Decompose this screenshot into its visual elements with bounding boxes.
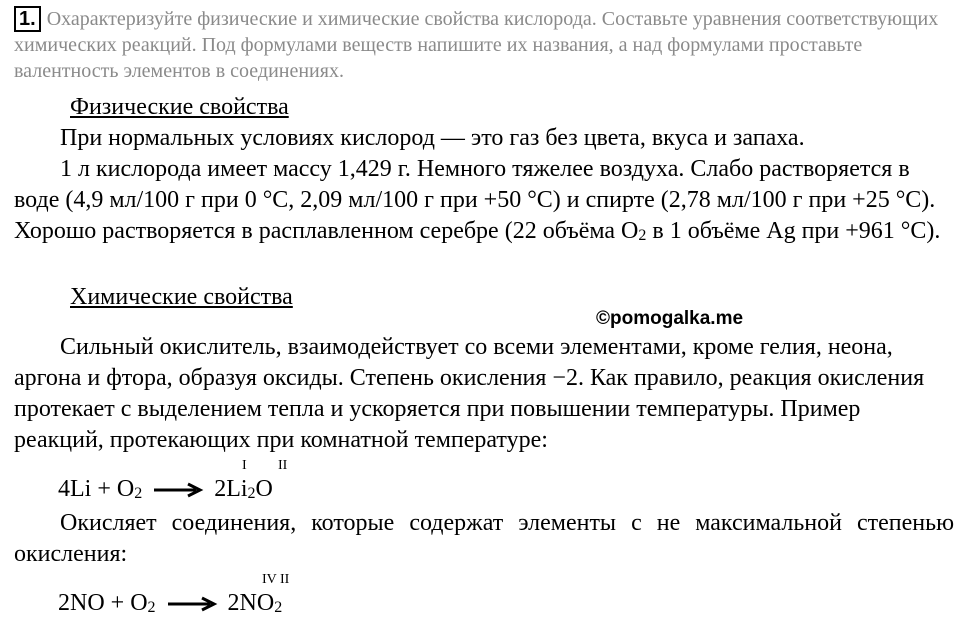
eq2-product: 2NO [227, 590, 275, 616]
physical-p2-text: 1 л кислорода имеет массу 1,429 г. Немного тяжелее воздуха. Слабо растворяется в воде (4,9 мл/100 г при 0 °С, 2,09 мл/100 г при +50 °С) и спирте (2,78 мл/100 г при +25 °С). Хорошо растворяется в расплавленном серебре (22 объёма O [14, 156, 936, 244]
eq1-reactants-sub: 2 [134, 485, 143, 502]
eq2-product-sub: 2 [274, 599, 283, 616]
task-text: Охарактеризуйте физические и химические свойства кислорода. Составьте уравнения соответствующих химических реакций. Под формулами веществ напишите их названия, а над формулами проставьте валентность элементов в соединениях. [14, 8, 939, 82]
physical-heading: Физические свойства [70, 94, 289, 120]
chemical-paragraph-2-wrap [14, 508, 954, 570]
chemical-heading: Химические свойства [70, 284, 293, 310]
chemical-paragraph-1: Сильный окислитель, взаимодействует со всеми элементами, кроме гелия, неона, аргона и фтора, образуя оксиды. Степень окисления −2. Как правило, реакция окисления протекает с выделением тепла и ускоряется при повышении температуры. Пример реакций, протекающих при комнатной температуре: [14, 334, 925, 453]
chemical-heading-wrap [14, 282, 954, 313]
eq1-reactants: 4Li + O [58, 476, 135, 502]
task-number: 1. [14, 6, 41, 32]
physical-p2-subscript: 2 [638, 227, 647, 244]
eq1-product-tail: O [255, 476, 273, 502]
physical-paragraph-1: При нормальных условиях кислород — это газ без цвета, вкуса и запаха. [60, 125, 805, 151]
physical-section [14, 92, 954, 247]
equation-1 [58, 476, 273, 503]
eq1-product-sub: 2 [247, 485, 256, 502]
eq1-valence-o: II [278, 458, 288, 473]
physical-p2-tail: в 1 объёме Ag при +961 °С). [646, 218, 941, 244]
eq2-valence-n: IV [262, 572, 277, 587]
chemical-paragraph-2: Окисляет соединения, которые содержат элементы с не максимальной степенью окисления: [14, 510, 954, 567]
equation-2 [58, 590, 282, 617]
chemical-paragraph-1-wrap [14, 332, 954, 456]
reaction-arrow-icon [152, 482, 204, 498]
eq1-valence-li: I [242, 458, 247, 473]
eq2-valence-o: II [280, 572, 290, 587]
eq2-reactants-sub: 2 [147, 599, 156, 616]
task-statement [14, 6, 954, 84]
eq1-product: 2Li [214, 476, 248, 502]
watermark: ©pomogalka.me [596, 308, 744, 329]
physical-paragraph-2 [14, 154, 954, 247]
eq2-reactants: 2NO + O [58, 590, 148, 616]
reaction-arrow-icon [166, 596, 218, 612]
